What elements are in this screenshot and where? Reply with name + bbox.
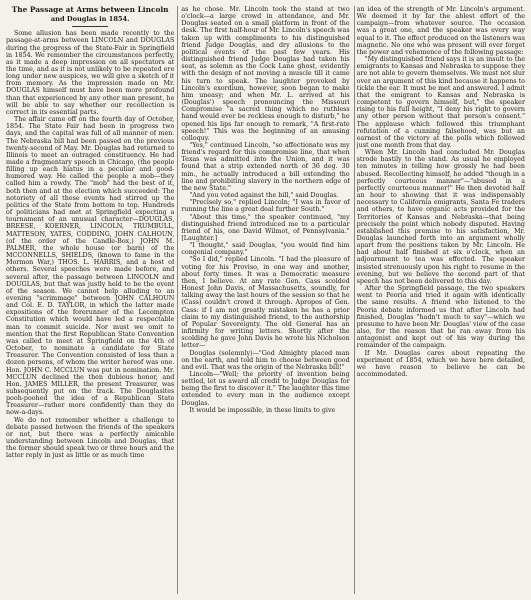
paragraph: We do not remember whether a challenge to debate passed between the friends of the speakers or not, but there was a perfectly amicable understanding between Lincoln and Douglas, that the former should speak two or three hours and the latter reply in just as little or as much time (6, 416, 175, 460)
paragraph: "My distinguished friend says it is an insult to the emigrants to Kansas and Nebraska to suppose they are not able to govern themselves. We must not slur over an argument of this kind because it happens to tickle the ear. It must be met and answered. I admit that the emigrant to Kansas and Nebraska is competent to govern himself, but," the speaker rising to his full height, "I deny his right to govern any other person without that person's consent." The applause which followed this triumphant refutation of a cunning falsehood, was but an earnest of the victory at the polls which followed just one month from that day. (356, 56, 525, 149)
paragraph: Douglas (solemnly)—"God Almighty placed man on the earth, and told him to choose between good and evil. That was the origin of the Nebraska bill!" (181, 349, 350, 371)
paragraph: "So I did," replied Lincoln. "I had the pleasure of voting for his Proviso, in one way and another, about forty times. It was a Democratic measure then, I believe. At any rate Gen. Cass scolded Honest John Davis, of Massachusetts, soundly, for talking away the last hours of the session so that he (Cass) couldn't crowd it through. Apropos of Gen. Cass: if I am not greatly mistaken he has a prior claim to my distinguished friend, to the authorship of Popular Sovereignty. The old General has an infirmity for writing letters. Shortly after the scolding he gave John Davis he wrote his Nicholson letter— (181, 256, 350, 350)
paragraph: "Yes," continued Lincoln, "so affectionate was my friend's regard for this compromise line, that when Texas was admitted into the Union, and it was found that a strip extended north of 36 deg. 30 min., he actually introduced a bill extending the line and prohibiting slavery in the northern edge of the new State." (181, 141, 350, 192)
paragraph: "I thought," said Douglas, "you would find him congenial company." (181, 242, 350, 257)
paragraph: "And you voted against the bill," said Douglas. (189, 192, 339, 200)
paragraph: an idea of the strength of Mr. Lincoln's argument. We deemed it by far the ablest effort of the campaign—from whatever source. The occasion was a great one, and the speaker was every way equal to it. The effect produced on the listeners was magnetic. No one who was present will ever forget the power and vehemence of the following passage: (356, 6, 525, 56)
paragraph: The affair came off on the fourth day of October, 1854. The State Fair had been in progress two days, and the capital was full of all manner of men. The Nebraska bill had been passed on the previous twenty-second of May. Mr. Douglas had returned to Illinois to meet an outraged constituency. He had made a fragmentary speech in Chicago, (the people filling up each hiatus in a peculiar and good-humored way. He called the people a mob—they called him a rowdy. The "mob" had the best of it, both then and at the election which succeeded: The notoriety of all these events had stirred up the politics of the State from bottom to top. Hundreds of politicians had met at Springfield expecting a tournament of an unusual character—DOUGLAS, BREESE, KOERNER, LINCOLN, TRUMBULL, MATTESON, YATES, CODDING, JOHN CALHOUN, (of the order of the Candle-Box,) JOHN M. PALMER, the whole house (or barn) of the MCCONNELLS, SHIELDS, (known to fame in the Mormon War,) THOS. L. HARRIS, and a host of others. Several speeches were made before, and several after, the passage between LINCOLN and DOUGLAS, but that was justly held to be the event of the season. We cannot help alluding to an evening "scrimmage" between JOHN CALHOUN and Col. E. D. TAYLOR, in which the latter made expositions of the forerunner of the Lecompton Constitution which would have led a respectable man to commit suicide. Nor must we omit to mention that the first Republican State Convention was called to meet at Springfield on the 4th of October, to nominate a candidate for State Treasurer. The Convention consisted of less than a dozen persons, of whom the writer hereof was one. Hon. JOHN C. MCCLUN was put in nomination. Mr. MCCLUN declined the then dubious honor, and Hon. JAMES MILLER, the present Treasurer, was subsequently put on the track. The Douglasites pooh-poohed the idea of a Republican State Treasurer—rather more confidently than they do now-a-days. (6, 116, 175, 417)
paragraph: Lincoln—"Well; the priority of invention being settled, let us award all credit to Judge Douglas for being the first to discover it." The laughter this time extended to every man in the audience except Douglas. (181, 370, 350, 407)
column-2 (181, 6, 349, 596)
column-3 (357, 6, 525, 596)
column-rule (354, 6, 355, 594)
paragraph: Some allusion has been made recently to the passage-at-arms between LINCOLN and DOUGLAS during the progress of the State-Fair in Springfield in 1854. We remember the circumstances perfectly, as it made a deep impression on all spectators at the time, and as it is not unlikely to be repeated ere long under new auspices, we will give a sketch of it from memory. As the impression made on Mr. DOUGLAS himself must have been more profound than that experienced by any other man present, he will be able to say whether our recollection is correct in its essential parts. (6, 30, 175, 116)
title-divider (72, 26, 108, 27)
column-rule (177, 6, 178, 594)
article-title: The Passage at Arms between Lincoln (11, 6, 169, 14)
article-subtitle: and Douglas in 1854. (50, 14, 130, 23)
paragraph: "About this time," the speaker continued, "my distinguished friend introduced me to a particular friend of his, one David Wilmot, of Pennsylvania." [Laughter.] (181, 213, 350, 242)
paragraph: "Precisely so," replied Lincoln; "I was in favor of running the line a great deal further South." (181, 199, 350, 214)
paragraph: If Mr. Douglas cares about repeating the experiment of 1854, which we have here detailed, we have reason to believe he can be accommodated. (356, 349, 525, 378)
paragraph: When Mr. Lincoln had concluded Mr. Douglas strode hastily to the stand. As usual he employed ten minutes in telling how grossly he had been abused. Recollecting himself, he added "though in a perfectly courteous manner"—"abused in a perfectly courteous manner!" He then devoted half an hour to showing that it was indispensably necessary to California emigrants, Santa Fe traders and others, to have organic acts provided for the Territories of Kansas and Nebraska—that being precisely the point which nobody disputed. Having established this premise to his satisfaction, Mr. Douglas launched forth into an argument wholly apart from the positions taken by Mr. Lincoln. He had about half finished at six o'clock, when an adjournment to tea was effected. The speaker insisted strenuously upon his right to resume in the evening, but we believe the second part of that speech has not been delivered to this day. (356, 149, 525, 285)
paragraph: It would be impossible, in these limits to give (189, 406, 336, 414)
column-1 (6, 6, 174, 596)
paragraph: as he chose. Mr. Lincoln took the stand at two o'clock—a large crowd in attendance, and Mr. Douglas seated on a small platform in front of the desk. The first half-hour of Mr. Lincoln's speech was taken up with compliments to his distinguished friend Judge Douglas, and dry allusions to the political events of the past few years. His distinguished friend Judge Douglas had taken his seat, as solemn as the Cock Lane ghost, evidently with the design of not moving a muscle till it came his turn to speak. The laughter provoked by Lincoln's exordium, however, soon began to make him uneasy; and when Mr. L. arrived at his (Douglas') speech pronouncing the Missouri Compromise "a sacred thing which no ruthless hand would ever be reckless enough to disturb," he opened his lips far enough to remark, "A first-rate speech!" This was the beginning of an amusing colloquy. (181, 6, 350, 142)
paragraph: After the Springfield passage, the two speakers went to Peoria and tried it again with identically the same results. A friend who listened to the Peoria debate informed us that after Lincoln had finished, Douglas "hadn't much to say"—which we presume to have been Mr. Douglas' view of the case also, for the reason that he ran away from his antagonist and kept out of his way during the remainder of the campaign. (356, 285, 525, 350)
